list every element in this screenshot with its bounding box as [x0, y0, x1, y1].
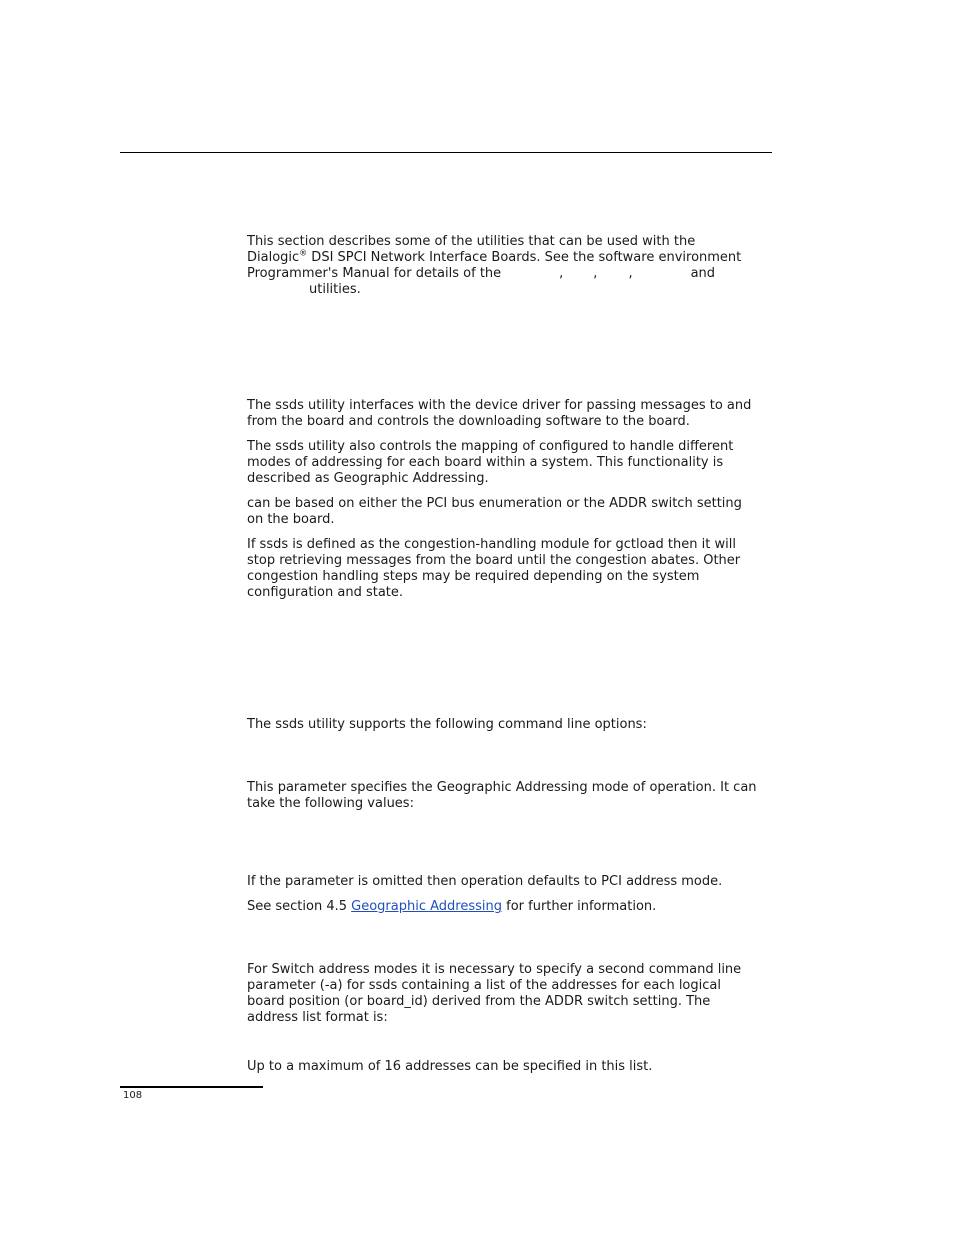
- mode-description-line: This parameter specifies the Geographic Addressing mode of operation. It can: [247, 780, 757, 795]
- page-number: 108: [123, 1090, 143, 1101]
- description-p3-line: on the board.: [247, 512, 335, 527]
- switch-description-line: board position (or board_id) derived from the ADDR switch setting. The: [247, 994, 711, 1009]
- description-p2: [247, 439, 777, 487]
- footer-rule: [120, 1086, 263, 1088]
- intro-line-2: [247, 250, 777, 266]
- default-mode-text: If the parameter is omitted then operation defaults to PCI address mode.: [247, 874, 723, 889]
- description-p2-line: described as Geographic Addressing.: [247, 471, 489, 486]
- description-p2-line: modes of addressing for each board within a system. This functionality is: [247, 455, 724, 470]
- description-p4-line: stop retrieving messages from the board until the congestion abates. Other: [247, 553, 741, 568]
- intro-dialogic: Dialogic: [247, 250, 300, 265]
- max-addresses-text: Up to a maximum of 16 addresses can be specified in this list.: [247, 1059, 653, 1074]
- intro-line-3: [247, 266, 777, 282]
- header-rule: [120, 152, 772, 153]
- intro-line-2-rest: DSI SPCI Network Interface Boards. See the software environment: [307, 250, 742, 265]
- intro-comma-3: ,: [628, 266, 633, 281]
- see-section-suffix: for further information.: [502, 899, 657, 914]
- switch-description-line: For Switch address modes it is necessary to specify a second command line: [247, 962, 742, 977]
- intro-line-3-text: Programmer's Manual for details of the: [247, 266, 502, 281]
- intro-comma-1: ,: [559, 266, 564, 281]
- description-p2-line: The ssds utility also controls the mapping of configured to handle different: [247, 439, 734, 454]
- switch-description-line: parameter (-a) for ssds containing a list of the addresses for each logical: [247, 978, 721, 993]
- switch-description-line: address list format is:: [247, 1010, 388, 1025]
- intro-and: and: [690, 266, 716, 281]
- mode-description-line: take the following values:: [247, 796, 414, 811]
- description-p4-line: configuration and state.: [247, 585, 404, 600]
- description-p1-line: The ssds utility interfaces with the device driver for passing messages to and: [247, 398, 752, 413]
- description-p4-line: congestion handling steps may be required depending on the system: [247, 569, 700, 584]
- intro-comma-2: ,: [593, 266, 598, 281]
- options-intro: The ssds utility supports the following command line options:: [247, 717, 647, 732]
- description-p4-line: If ssds is defined as the congestion-handling module for gctload then it will: [247, 537, 736, 552]
- see-section-text: [247, 899, 777, 915]
- description-p4: [247, 537, 777, 601]
- geographic-addressing-link[interactable]: Geographic Addressing: [351, 899, 502, 914]
- intro-paragraph: [247, 234, 777, 298]
- switch-mode-description: [247, 962, 777, 1026]
- intro-line-4: utilities.: [309, 282, 361, 297]
- mode-description: [247, 780, 777, 812]
- description-p3-line: can be based on either the PCI bus enumeration or the ADDR switch setting: [247, 496, 742, 511]
- intro-line-1: This section describes some of the utilities that can be used with the: [247, 234, 696, 249]
- see-section-prefix: See section 4.5: [247, 899, 352, 914]
- description-p1: [247, 398, 777, 430]
- description-p1-line: from the board and controls the downloading software to the board.: [247, 414, 690, 429]
- registered-mark: ®: [299, 248, 308, 258]
- description-p3: [247, 496, 777, 528]
